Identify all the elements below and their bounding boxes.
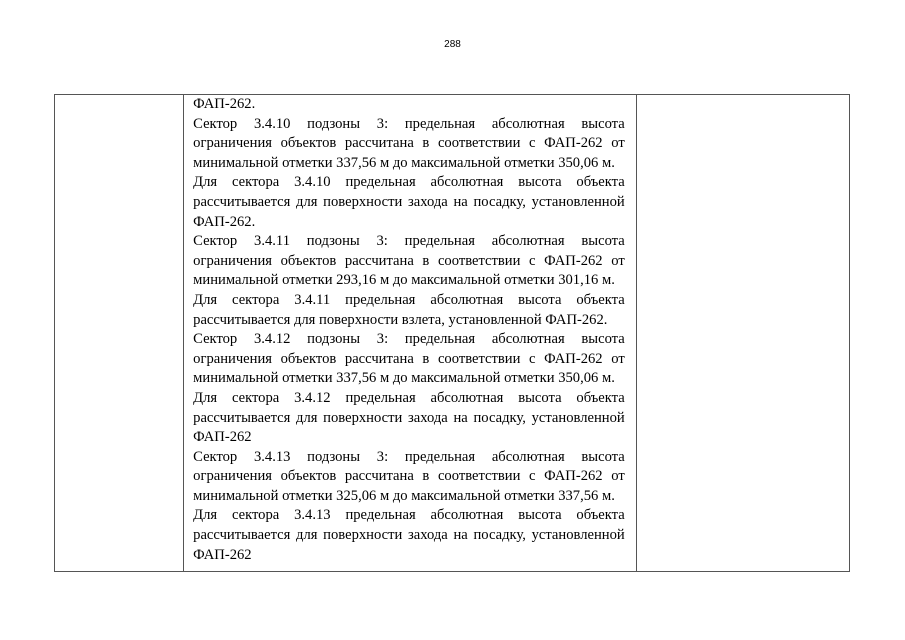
paragraph: Сектор 3.4.10 подзоны 3: предельная абсолютная высота ограничения объектов рассчитана в соответствии с ФАП-262 от минимальной отметки 337,56 м до максимальной отметки 350,06 м. [193, 115, 625, 171]
table-cell-left [55, 95, 184, 572]
paragraph: Для сектора 3.4.13 предельная абсолютная высота объекта рассчитывается для поверхности захода на посадку, установленной ФАП-262 [193, 507, 625, 563]
paragraph: Для сектора 3.4.11 предельная абсолютная высота объекта рассчитывается для поверхности взлета, установленной ФАП-262. [193, 291, 625, 328]
document-table [54, 94, 850, 572]
paragraph: Для сектора 3.4.12 предельная абсолютная высота объекта рассчитывается для поверхности захода на посадку, установленной ФАП-262 [193, 389, 625, 446]
paragraph: Сектор 3.4.13 подзоны 3: предельная абсолютная высота ограничения объектов рассчитана в соответствии с ФАП-262 от минимальной отметки 325,06 м до максимальной отметки 337,56 м. [193, 448, 625, 504]
paragraph: Для сектора 3.4.10 предельная абсолютная высота объекта рассчитывается для поверхности захода на посадку, установленной ФАП-262. [193, 174, 625, 230]
table-cell-right [636, 95, 849, 572]
table-row [55, 95, 850, 572]
page-number: 288 [444, 39, 461, 50]
paragraph: Сектор 3.4.12 подзоны 3: предельная абсолютная высота ограничения объектов рассчитана в соответствии с ФАП-262 от минимальной отметки 337,56 м до максимальной отметки 350,06 м. [193, 331, 625, 387]
paragraph: Сектор 3.4.11 подзоны 3: предельная абсолютная высота ограничения объектов рассчитана в соответствии с ФАП-262 от минимальной отметки 293,16 м до максимальной отметки 301,16 м. [193, 233, 625, 289]
cell-text [184, 95, 636, 565]
paragraph: ФАП-262. [193, 96, 256, 112]
table-cell-middle [184, 95, 637, 572]
